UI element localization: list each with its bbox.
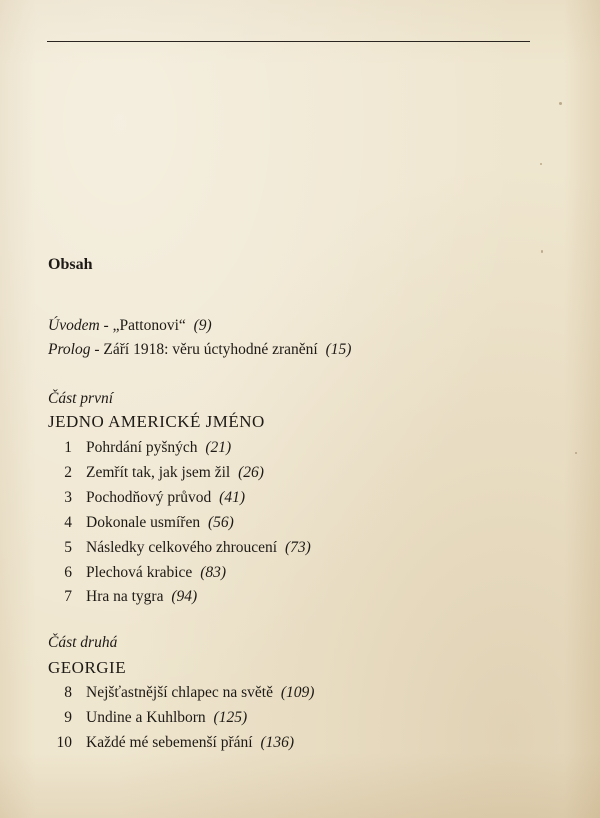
chapter-page-ref: (56) [207,514,234,531]
part-label: Část první [48,390,114,407]
chapter-page-ref: (136) [260,734,295,751]
chapter-number: 6 [64,564,72,581]
chapter-number: 3 [64,489,72,506]
paper-speck [541,250,543,253]
chapter-title: Nejšťastnější chlapec na světě [86,684,273,701]
chapter-number: 1 [64,439,72,456]
top-rule [47,41,530,42]
chapter-page-ref: (73) [284,539,311,556]
entry-page-ref: (9) [193,317,212,334]
chapter-number: 5 [64,539,72,556]
chapter-title: Následky celkového zhroucení [86,539,278,556]
chapter-title: Každé mé sebemenší přání [86,734,253,751]
toc-entry-prolog [48,340,351,360]
chapter-title: Pohrdání pyšných [86,439,198,456]
chapter-number: 4 [64,514,72,531]
chapter-row [48,513,234,533]
chapter-row [48,563,226,583]
chapter-row [48,438,231,458]
paper-speck [559,102,562,105]
chapter-row [48,708,247,728]
chapter-number: 8 [64,684,72,701]
chapter-title: Hra na tygra [86,588,164,605]
chapter-number: 10 [56,734,72,751]
toc-entry-intro [48,316,212,336]
entry-title: Září 1918: věru úctyhodné zranění [103,341,318,358]
page-title: Obsah [48,256,93,273]
chapter-page-ref: (94) [171,588,198,605]
chapter-page-ref: (109) [280,684,315,701]
entry-page-ref: (15) [325,341,352,358]
chapter-page-ref: (41) [219,489,245,506]
entry-separator: - [90,341,104,358]
entry-label: Úvodem [48,317,100,334]
chapter-row [48,538,311,558]
chapter-title: Plechová krabice [86,564,193,581]
part-label: Část druhá [48,634,118,651]
chapter-number: 7 [64,588,72,605]
paper-speck [575,452,577,454]
chapter-title: Dokonale usmířen [86,514,201,531]
paper-speck [540,163,542,165]
entry-separator: - [99,317,113,334]
entry-title: „Pattonovi“ [112,317,186,334]
chapter-row [48,463,264,483]
chapter-row [48,587,197,607]
chapter-row [48,683,314,703]
part-title: GEORGIE [48,658,127,677]
chapter-number: 9 [64,709,72,726]
chapter-page-ref: (21) [205,439,232,456]
chapter-title: Zemřít tak, jak jsem žil [86,464,231,481]
chapter-title: Pochodňový průvod [86,489,212,506]
entry-label: Prolog [48,341,91,358]
chapter-row [48,733,294,753]
chapter-title: Undine a Kuhlborn [86,709,206,726]
chapter-page-ref: (125) [213,709,248,726]
chapter-number: 2 [64,464,72,481]
chapter-page-ref: (83) [200,564,227,581]
part-title: JEDNO AMERICKÉ JMÉNO [48,412,265,431]
chapter-page-ref: (26) [238,464,264,481]
chapter-row [48,488,245,508]
